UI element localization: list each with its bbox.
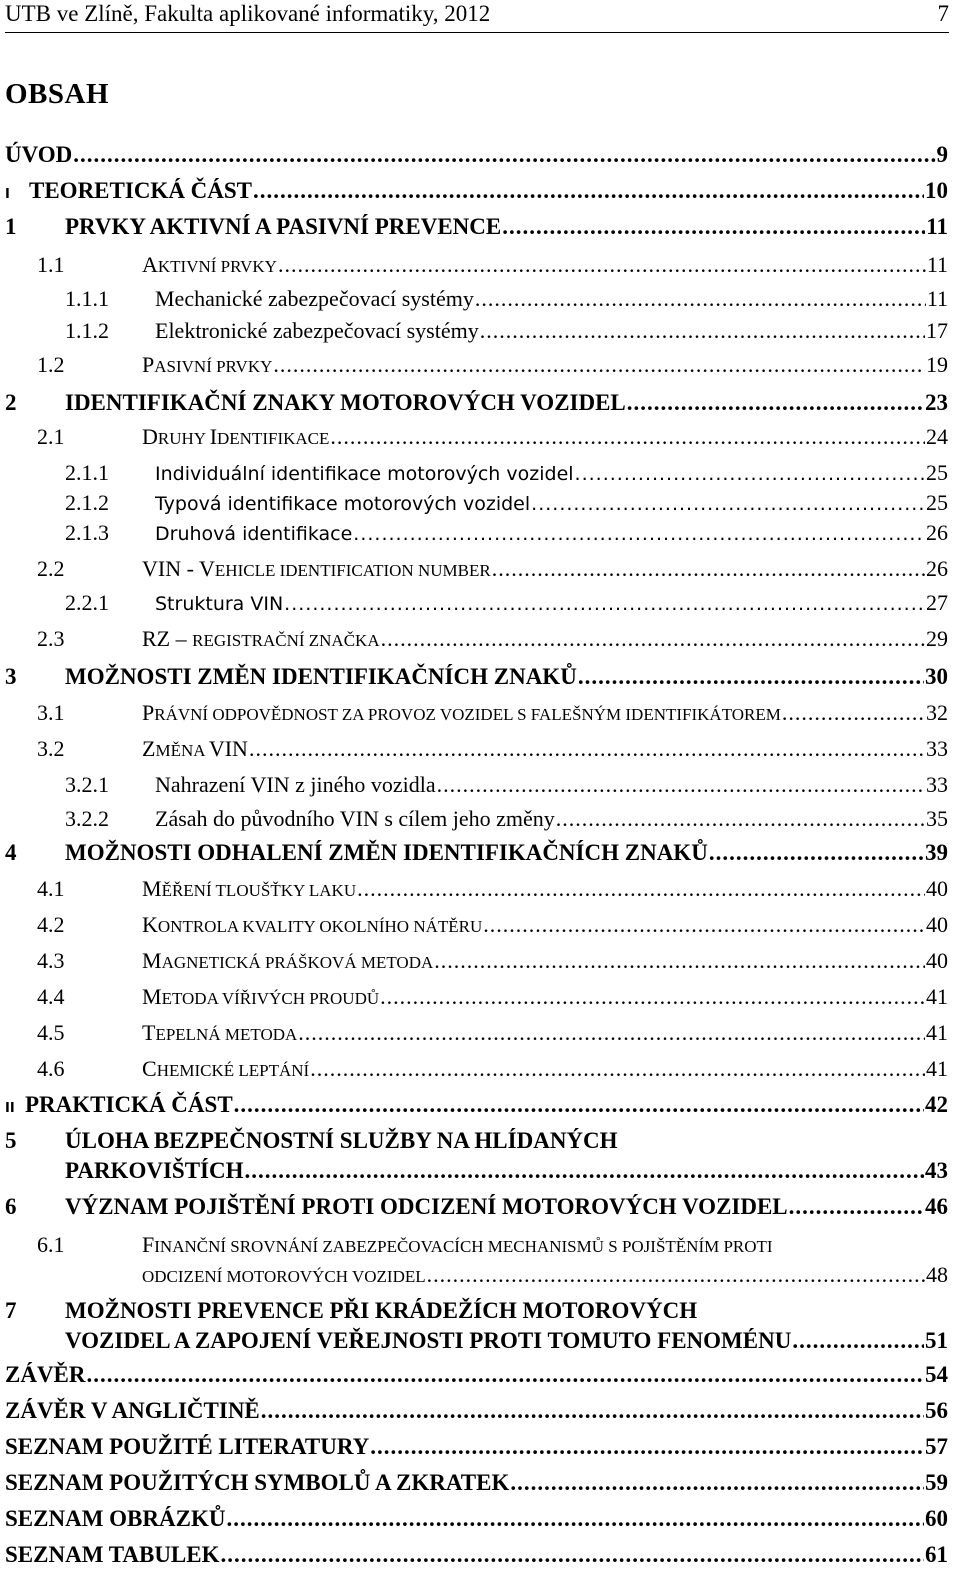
entry-text: Nahrazení VIN z jiného vozidla — [155, 772, 436, 797]
dot-leader — [480, 318, 925, 344]
toc-entry — [37, 1020, 948, 1050]
toc-entry — [65, 318, 948, 348]
entry-title — [142, 912, 482, 938]
entry-page-number: 56 — [925, 1398, 948, 1423]
entry-title — [5, 1362, 86, 1388]
toc-entry — [37, 736, 948, 766]
entry-page-number: 57 — [925, 1434, 948, 1459]
dot-leader — [575, 463, 925, 485]
entry-page-number: 59 — [925, 1470, 948, 1495]
entry-page-number: 29 — [926, 626, 948, 651]
header-title: UTB ve Zlíně, Fakulta aplikované informatiky, 2012 — [5, 1, 491, 26]
entry-initial: T — [142, 1020, 156, 1045]
entry-smallcaps: ĚŘENÍ TLOUŠŤKY LAKU — [161, 881, 357, 900]
entry-number: 2.2.1 — [65, 590, 109, 615]
toc-entry — [37, 626, 948, 656]
entry-title — [155, 463, 574, 485]
entry-page-number: 42 — [925, 1092, 948, 1117]
entry-number: 4.4 — [37, 984, 65, 1009]
entry-title — [142, 876, 356, 902]
entry-title — [142, 626, 380, 652]
entry-number: 2.1.2 — [65, 490, 109, 515]
page-header — [5, 0, 949, 33]
entry-title — [155, 286, 474, 312]
entry-text: SEZNAM OBRÁZKŮ — [5, 1506, 226, 1531]
entry-page-number: 61 — [925, 1542, 948, 1567]
entry-number: 6 — [5, 1194, 17, 1219]
entry-initial-2: VIN — [208, 736, 248, 761]
entry-smallcaps: RÁVNÍ ODPOVĚDNOST ZA PROVOZ VOZIDEL S FALEŠNÝM IDENTIFIKÁTOREM — [154, 705, 781, 724]
entry-text: SEZNAM POUŽITÝCH SYMBOLŮ A ZKRATEK — [5, 1470, 510, 1495]
entry-title — [5, 142, 72, 168]
entry-smallcaps: KTIVNÍ PRVKY — [157, 257, 277, 276]
dot-leader — [475, 286, 926, 312]
dot-leader — [221, 1542, 924, 1568]
entry-number: 2.1 — [37, 424, 65, 449]
toc-entry-continuation — [142, 1262, 948, 1292]
entry-number: 4.5 — [37, 1020, 65, 1045]
entry-page-number: 41 — [926, 1056, 948, 1081]
toc-entry — [5, 214, 948, 244]
entry-page-number: 32 — [926, 700, 948, 725]
entry-title — [155, 318, 479, 344]
entry-text: Mechanické zabezpečovací systémy — [155, 286, 474, 311]
entry-title — [155, 772, 436, 798]
entry-text: IDENTIFIKAČNÍ ZNAKY MOTOROVÝCH VOZIDEL — [65, 390, 626, 415]
entry-page-number: 11 — [926, 286, 948, 311]
entry-initial: RZ – — [142, 626, 193, 651]
dot-leader — [492, 556, 925, 582]
dot-leader — [531, 493, 925, 515]
entry-number: 3 — [5, 664, 17, 689]
entry-number: 3.2 — [37, 736, 65, 761]
dot-leader — [261, 1398, 924, 1424]
entry-page-number: 54 — [925, 1362, 948, 1387]
entry-title — [142, 700, 781, 726]
entry-text-line2: VOZIDEL A ZAPOJENÍ VEŘEJNOSTI PROTI TOMUTO FENOMÉNU — [65, 1328, 792, 1353]
entry-number: 4.6 — [37, 1056, 65, 1081]
entry-title — [5, 1434, 369, 1460]
header-page-number: 7 — [937, 1, 949, 26]
toc-entry — [5, 1298, 948, 1328]
entry-page-number: 19 — [926, 352, 948, 377]
entry-text: ÚLOHA BEZPEČNOSTNÍ SLUŽBY NA HLÍDANÝCH — [65, 1128, 618, 1153]
entry-title — [142, 1056, 309, 1082]
entry-text: Zásah do původního VIN s cílem jeho změny — [155, 806, 555, 831]
entry-title-line2 — [65, 1158, 244, 1184]
dot-leader — [789, 1194, 924, 1220]
entry-number: 2.3 — [37, 626, 65, 651]
entry-initial: P — [142, 352, 155, 377]
entry-title — [142, 556, 491, 582]
entry-text: Elektronické zabezpečovací systémy — [155, 318, 479, 343]
entry-title — [142, 736, 248, 762]
entry-smallcaps: INANČNÍ SROVNÁNÍ ZABEZPEČOVACÍCH MECHANISMŮ S POJIŠTĚNÍM PROTI — [154, 1237, 773, 1256]
dot-leader — [298, 1020, 925, 1046]
toc-entry — [37, 948, 948, 978]
entry-page-number: 11 — [926, 252, 948, 277]
dot-leader — [310, 1056, 925, 1082]
toc-entry — [5, 840, 948, 870]
entry-title — [65, 1298, 697, 1324]
toc-entry — [5, 1128, 948, 1158]
entry-title — [29, 178, 252, 204]
entry-title — [65, 1194, 788, 1220]
entry-text-line2: PARKOVIŠTÍCH — [65, 1158, 244, 1183]
entry-text: SEZNAM POUŽITÉ LITERATURY — [5, 1434, 370, 1459]
entry-title — [65, 664, 577, 690]
entry-number: 1 — [5, 214, 17, 239]
entry-number: 1.1 — [37, 252, 65, 277]
dot-leader — [73, 142, 935, 168]
entry-smallcaps: EHICLE IDENTIFICATION NUMBER — [214, 561, 491, 580]
dot-leader — [427, 1262, 925, 1288]
dot-leader — [330, 424, 925, 450]
entry-title — [155, 493, 530, 515]
entry-title-line2 — [142, 1262, 426, 1288]
entry-page-number: 40 — [926, 876, 948, 901]
entry-text: ZÁVĚR — [5, 1362, 86, 1387]
entry-number: 2 — [5, 390, 17, 415]
entry-number: 3.1 — [37, 700, 65, 725]
toc-entry — [65, 460, 948, 490]
entry-page-number: 9 — [936, 142, 948, 167]
entry-number: 6.1 — [37, 1232, 65, 1257]
entry-page-number: 35 — [926, 806, 948, 831]
entry-page-number: 60 — [925, 1506, 948, 1531]
entry-title — [155, 806, 555, 832]
toc-entry — [5, 1434, 948, 1464]
toc-entry — [37, 1232, 948, 1262]
dot-leader — [278, 252, 926, 278]
entry-number: 4.1 — [37, 876, 65, 901]
entry-smallcaps: ONTROLA KVALITY OKOLNÍHO NÁTĚRU — [157, 917, 483, 936]
entry-text: Struktura VIN — [155, 593, 284, 615]
entry-page-number: 40 — [926, 948, 948, 973]
entry-title — [65, 1128, 618, 1154]
entry-number: I — [5, 187, 10, 202]
entry-title — [142, 252, 277, 278]
entry-number: 3.2.2 — [65, 806, 109, 831]
toc-entry — [5, 1506, 948, 1536]
dot-leader — [510, 1470, 924, 1496]
entry-page-number: 11 — [926, 214, 948, 239]
toc-entry — [37, 876, 948, 906]
dot-leader — [578, 664, 924, 690]
entry-initial: P — [142, 700, 155, 725]
entry-smallcaps: ETODA VÍŘIVÝCH PROUDŮ — [161, 989, 380, 1008]
entry-page-number: 39 — [925, 840, 948, 865]
entry-page-number: 48 — [926, 1262, 948, 1287]
toc-entry — [37, 252, 948, 282]
entry-page-number: 33 — [926, 736, 948, 761]
entry-page-number: 26 — [926, 556, 948, 581]
entry-text: TEORETICKÁ ČÁST — [29, 178, 253, 203]
entry-page-number: 25 — [926, 490, 948, 515]
toc-entry — [65, 806, 948, 836]
toc-entry — [5, 178, 948, 208]
entry-text: Druhová identifikace — [155, 523, 353, 545]
entry-number: 2.2 — [37, 556, 65, 581]
toc-entry — [65, 520, 948, 550]
dot-leader — [370, 1434, 924, 1460]
toc-entry — [37, 912, 948, 942]
entry-text-line2: ODCIZENÍ MOTOROVÝCH VOZIDEL — [142, 1267, 426, 1286]
entry-title — [5, 1506, 225, 1532]
entry-number: 4.3 — [37, 948, 65, 973]
entry-page-number: 23 — [925, 390, 948, 415]
entry-page-number: 33 — [926, 772, 948, 797]
entry-initial: M — [142, 984, 162, 1009]
dot-leader — [284, 593, 925, 615]
entry-initial: F — [142, 1232, 155, 1257]
entry-initial: M — [142, 948, 162, 973]
entry-page-number: 41 — [926, 1020, 948, 1045]
entry-smallcaps-2: DENTIFIKACE — [217, 429, 330, 448]
dot-leader — [709, 840, 924, 866]
entry-number: 2.1.1 — [65, 460, 109, 485]
entry-smallcaps: REGISTRAČNÍ ZNAČKA — [192, 631, 380, 650]
entry-page-number: 26 — [926, 520, 948, 545]
entry-title — [5, 1470, 509, 1496]
entry-smallcaps: AGNETICKÁ PRÁŠKOVÁ METODA — [161, 953, 434, 972]
dot-leader — [273, 352, 925, 378]
entry-title — [155, 523, 352, 545]
toc-entry — [37, 352, 948, 382]
entry-title — [65, 840, 708, 866]
toc-entry — [5, 1398, 948, 1428]
entry-initial: Z — [142, 736, 156, 761]
entry-page-number: 17 — [926, 318, 948, 343]
toc-entry-continuation — [65, 1328, 948, 1358]
dot-leader — [245, 1158, 925, 1184]
toc-entry — [37, 700, 948, 730]
entry-smallcaps: MĚNA — [155, 741, 209, 760]
dot-leader — [437, 772, 925, 798]
dot-leader — [627, 390, 924, 416]
entry-number: 4 — [5, 840, 17, 865]
entry-number: 1.1.1 — [65, 286, 109, 311]
entry-number: 5 — [5, 1128, 17, 1153]
entry-title — [155, 593, 283, 615]
toc-entry — [37, 556, 948, 586]
entry-title — [142, 948, 433, 974]
toc-entry-continuation — [65, 1158, 948, 1188]
entry-title — [142, 424, 329, 450]
entry-text: MOŽNOSTI ODHALENÍ ZMĚN IDENTIFIKAČNÍCH ZNAKŮ — [65, 840, 708, 865]
entry-initial: A — [142, 252, 158, 277]
entry-text: PRVKY AKTIVNÍ A PASIVNÍ PREVENCE — [65, 214, 502, 239]
entry-title — [5, 1542, 220, 1568]
entry-initial-2: I — [209, 424, 218, 449]
entry-text: SEZNAM TABULEK — [5, 1542, 220, 1567]
toc-entry — [5, 1362, 948, 1392]
dot-leader — [87, 1362, 924, 1388]
entry-text: ZÁVĚR V ANGLIČTINĚ — [5, 1398, 260, 1423]
entry-title-line2 — [65, 1328, 791, 1354]
entry-page-number: 10 — [925, 178, 948, 203]
entry-smallcaps: HEMICKÉ LEPTÁNÍ — [156, 1061, 310, 1080]
toc-entry — [5, 1194, 948, 1224]
toc-entry — [65, 772, 948, 802]
dot-leader — [234, 1092, 924, 1118]
entry-smallcaps: RUHY — [157, 429, 210, 448]
entry-number: II — [5, 1101, 15, 1116]
entry-initial: C — [142, 1056, 157, 1081]
entry-text: ÚVOD — [5, 142, 73, 167]
entry-number: 1.1.2 — [65, 318, 109, 343]
toc-entry — [5, 1470, 948, 1500]
toc-entry — [5, 142, 948, 172]
entry-initial: M — [142, 876, 162, 901]
entry-initial: VIN - V — [142, 556, 215, 581]
dot-leader — [253, 178, 924, 204]
entry-number: 7 — [5, 1298, 17, 1323]
entry-smallcaps: EPELNÁ METODA — [155, 1025, 298, 1044]
dot-leader — [357, 876, 925, 902]
entry-number: 1.2 — [37, 352, 65, 377]
toc-entry — [65, 490, 948, 520]
dot-leader — [483, 912, 925, 938]
entry-page-number: 40 — [926, 912, 948, 937]
entry-title — [142, 352, 272, 378]
entry-text: VÝZNAM POJIŠTĚNÍ PROTI ODCIZENÍ MOTOROVÝCH VOZIDEL — [65, 1194, 788, 1219]
entry-page-number: 25 — [926, 460, 948, 485]
entry-text: Individuální identifikace motorových vozidel — [155, 463, 574, 485]
toc-entry — [5, 1092, 948, 1122]
page-title: OBSAH — [5, 78, 110, 110]
entry-title — [142, 984, 379, 1010]
dot-leader — [353, 523, 925, 545]
dot-leader — [226, 1506, 924, 1532]
entry-smallcaps: ASIVNÍ PRVKY — [154, 357, 273, 376]
dot-leader — [792, 1328, 924, 1354]
toc-entry — [65, 590, 948, 620]
entry-page-number: 24 — [926, 424, 948, 449]
entry-initial: D — [142, 424, 158, 449]
toc-entry — [65, 286, 948, 316]
dot-leader — [556, 806, 925, 832]
entry-text: MOŽNOSTI ZMĚN IDENTIFIKAČNÍCH ZNAKŮ — [65, 664, 577, 689]
entry-page-number: 41 — [926, 984, 948, 1009]
dot-leader — [380, 984, 925, 1010]
entry-text: MOŽNOSTI PREVENCE PŘI KRÁDEŽÍCH MOTOROVÝCH — [65, 1298, 698, 1323]
entry-page-number: 27 — [926, 590, 948, 615]
entry-title — [5, 1398, 260, 1424]
entry-title — [65, 390, 626, 416]
dot-leader — [502, 214, 925, 240]
entry-number: 2.1.3 — [65, 520, 109, 545]
entry-page-number: 43 — [925, 1158, 948, 1183]
toc-entry — [37, 1056, 948, 1086]
entry-page-number: 51 — [925, 1328, 948, 1353]
entry-text: PRAKTICKÁ ČÁST — [25, 1092, 233, 1117]
toc-entry — [5, 1542, 948, 1572]
entry-number: 3.2.1 — [65, 772, 109, 797]
dot-leader — [249, 736, 925, 762]
entry-title — [25, 1092, 233, 1118]
toc-entry — [37, 424, 948, 454]
toc-entry — [37, 984, 948, 1014]
entry-title — [65, 214, 501, 240]
entry-title — [142, 1232, 773, 1258]
entry-page-number: 46 — [925, 1194, 948, 1219]
toc-entry — [5, 664, 948, 694]
entry-initial: K — [142, 912, 158, 937]
toc-entry — [5, 390, 948, 420]
entry-page-number: 30 — [925, 664, 948, 689]
entry-text: Typová identifikace motorových vozidel — [155, 493, 531, 515]
dot-leader — [381, 626, 925, 652]
entry-number: 4.2 — [37, 912, 65, 937]
entry-title — [142, 1020, 297, 1046]
dot-leader — [782, 700, 925, 726]
dot-leader — [434, 948, 925, 974]
